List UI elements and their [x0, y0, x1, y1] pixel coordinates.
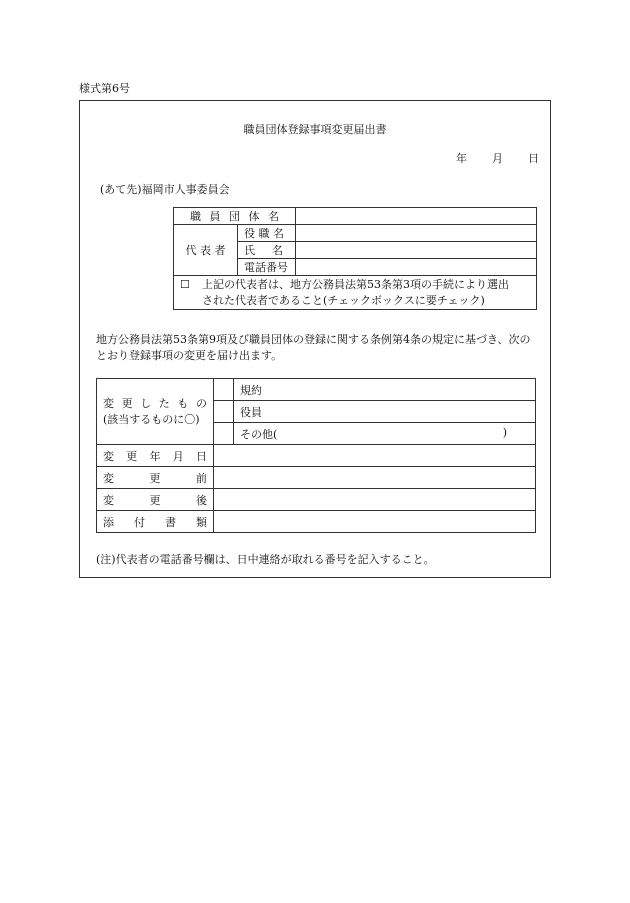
change-date-label: 変 更 年 月 日: [97, 445, 214, 467]
org-name-field[interactable]: [296, 208, 537, 225]
change-date-field[interactable]: [214, 445, 536, 467]
attachments-field[interactable]: [214, 511, 536, 533]
before-change-label: 変 更 前: [97, 467, 214, 489]
option-bylaws: 規約: [234, 379, 536, 401]
option-officers: 役員: [234, 401, 536, 423]
date-day-label: 日: [528, 152, 539, 165]
before-change-field[interactable]: [214, 467, 536, 489]
after-change-label: 変 更 後: [97, 489, 214, 511]
org-name-label: 職 員 団 体 名: [174, 208, 296, 225]
organization-table: [173, 207, 537, 310]
election-check-row: [174, 276, 537, 310]
date-year-label: 年: [456, 152, 467, 165]
option-mark-other[interactable]: [214, 423, 234, 445]
change-table: [96, 378, 536, 533]
form-number: 様式第6号: [79, 82, 130, 95]
footnote: (注)代表者の電話番号欄は、日中連絡が取れる番号を記入すること。: [96, 553, 435, 566]
recipient: (あて先)福岡市人事委員会: [100, 183, 230, 196]
after-change-field[interactable]: [214, 489, 536, 511]
position-field[interactable]: [296, 225, 537, 242]
checkbox[interactable]: ☐: [180, 277, 190, 291]
option-other[interactable]: その他( ): [234, 423, 536, 445]
check-text-line2: された代表者であること(チェックボックスに要チェック): [202, 293, 485, 307]
phone-field[interactable]: [296, 259, 537, 276]
representative-label: 代 表 者: [174, 225, 238, 276]
attachments-label: 添 付 書 類: [97, 511, 214, 533]
declaration-text: 地方公務員法第53条第9項及び職員団体の登録に関する条例第4条の規定に基づき、次のとおり登録事項の変更を届け出ます。: [96, 333, 531, 362]
name-label: 氏 名: [238, 242, 296, 259]
phone-label: 電話番号: [238, 259, 296, 276]
form-frame: [79, 100, 551, 578]
date-month-label: 月: [492, 152, 503, 165]
changed-items-label: 変 更 し た も の (該当するものに〇): [97, 379, 214, 445]
name-field[interactable]: [296, 242, 537, 259]
check-text-line1: 上記の代表者は、地方公務員法第53条第3項の手続により選出: [202, 277, 509, 291]
position-label: 役 職 名: [238, 225, 296, 242]
form-title: 職員団体登録事項変更届出書: [243, 123, 387, 136]
option-mark-officers[interactable]: [214, 401, 234, 423]
option-mark-bylaws[interactable]: [214, 379, 234, 401]
